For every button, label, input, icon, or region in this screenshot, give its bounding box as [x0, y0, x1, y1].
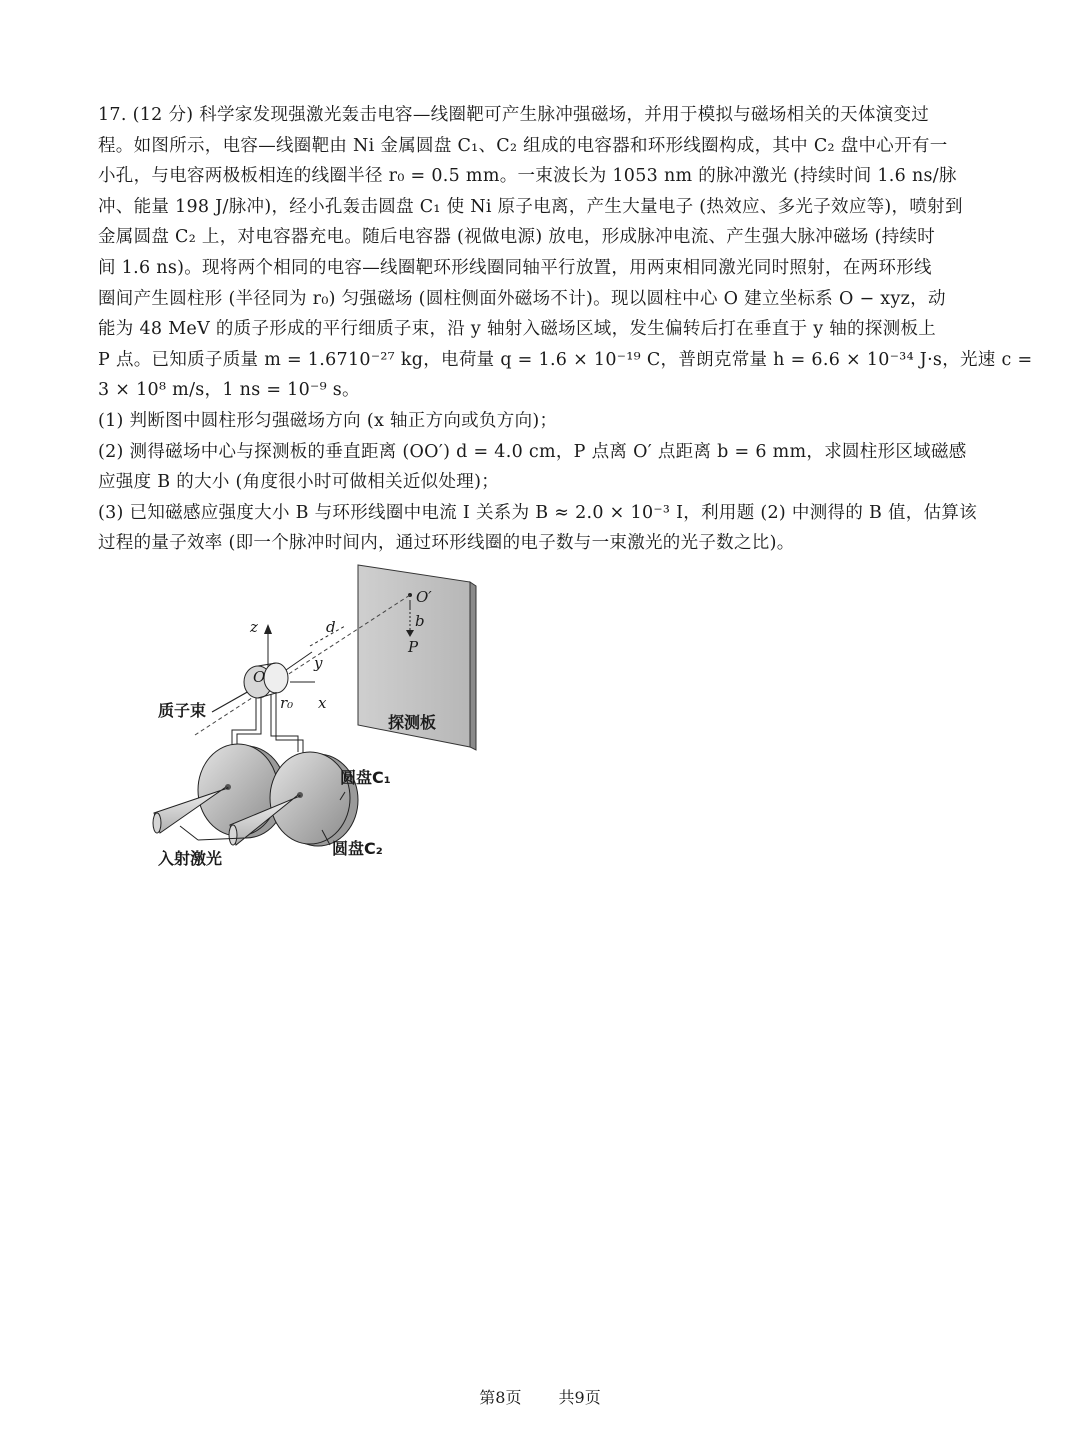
r0-label: r₀	[280, 694, 294, 712]
disk-c1-label: 圆盘C₁	[340, 768, 391, 787]
detector-label: 探测板	[388, 713, 437, 732]
page-number: 第8页	[479, 1388, 522, 1407]
question-line: 间 1.6 ns)。现将两个相同的电容—线圈靶环形线圈同轴平行放置，用两束相同激光同时照射，在两环形线	[98, 257, 932, 278]
question-line: 小孔，与电容两极板相连的线圈半径 r₀ = 0.5 mm。一束波长为 1053 nm 的脉冲激光 (持续时间 1.6 ns/脉	[98, 166, 957, 187]
question-line: 圈间产生圆柱形 (半径同为 r₀) 匀强磁场 (圆柱侧面外磁场不计)。现以圆柱中心 O 建立坐标系 O − xyz，动	[98, 288, 946, 309]
p-label: P	[408, 638, 419, 656]
question-line: 冲、能量 198 J/脉冲)，经小孔轰击圆盘 C₁ 使 Ni 原子电离，产生大量电子 (热效应、多光子效应等)，喷射到	[98, 196, 963, 217]
b-label: b	[415, 612, 425, 630]
proton-beam-label: 质子束	[158, 701, 207, 720]
question-line: 金属圆盘 C₂ 上，对电容器充电。随后电容器 (视做电源) 放电，形成脉冲电流、产生强大脉冲磁场 (持续时	[98, 227, 936, 248]
coil-cylinder	[244, 663, 288, 698]
question-text	[98, 100, 1033, 559]
sub-question-3-cont: 过程的量子效率 (即一个脉冲时间内，通过环形线圈的电子数与一束激光的光子数之比)。	[98, 533, 795, 554]
laser-label: 入射激光	[158, 849, 223, 868]
question-line: 能为 48 MeV 的质子形成的平行细质子束，沿 y 轴射入磁场区域，发生偏转后打在垂直于 y 轴的探测板上	[98, 319, 937, 340]
question-line: 3 × 10⁸ m/s，1 ns = 10⁻⁹ s。	[98, 380, 360, 401]
z-axis-label: z	[250, 618, 258, 636]
question-line: P 点。已知质子质量 m = 1.6710⁻²⁷ kg，电荷量 q = 1.6 × 10⁻¹⁹ C，普朗克常量 h = 6.6 × 10⁻³⁴ J·s，光速 c =	[98, 349, 1033, 370]
sub-question-1: (1) 判断图中圆柱形匀强磁场方向 (x 轴正方向或负方向)；	[98, 410, 558, 431]
page-footer	[0, 1385, 1080, 1408]
page-total: 共9页	[558, 1388, 601, 1407]
sub-question-2: (2) 测得磁场中心与探测板的垂直距离 (OO′) d = 4.0 cm，P 点离 O′ 点距离 b = 6 mm，求圆柱形区域磁感	[98, 441, 967, 462]
o-prime-label: O′	[416, 588, 432, 606]
x-axis-label: x	[318, 694, 327, 712]
question-line: 17. (12 分) 科学家发现强激光轰击电容—线圈靶可产生脉冲强磁场，并用于模拟与磁场相关的天体演变过	[98, 105, 930, 125]
sub-question-2-cont: 应强度 B 的大小 (角度很小时可做相关近似处理)；	[98, 472, 500, 493]
origin-label: O	[253, 668, 266, 686]
sub-question-3: (3) 已知磁感应强度大小 B 与环形线圈中电流 I 关系为 B ≈ 2.0 × 10⁻³ I，利用题 (2) 中测得的 B 值，估算该	[98, 502, 977, 523]
disk-c2-label: 圆盘C₂	[332, 839, 383, 858]
apparatus-figure	[140, 560, 500, 880]
d-label: d	[326, 618, 336, 636]
y-axis-label: y	[314, 654, 323, 672]
question-line: 程。如图所示，电容—线圈靶由 Ni 金属圆盘 C₁、C₂ 组成的电容器和环形线圈构成，其中 C₂ 盘中心开有一	[98, 135, 948, 156]
